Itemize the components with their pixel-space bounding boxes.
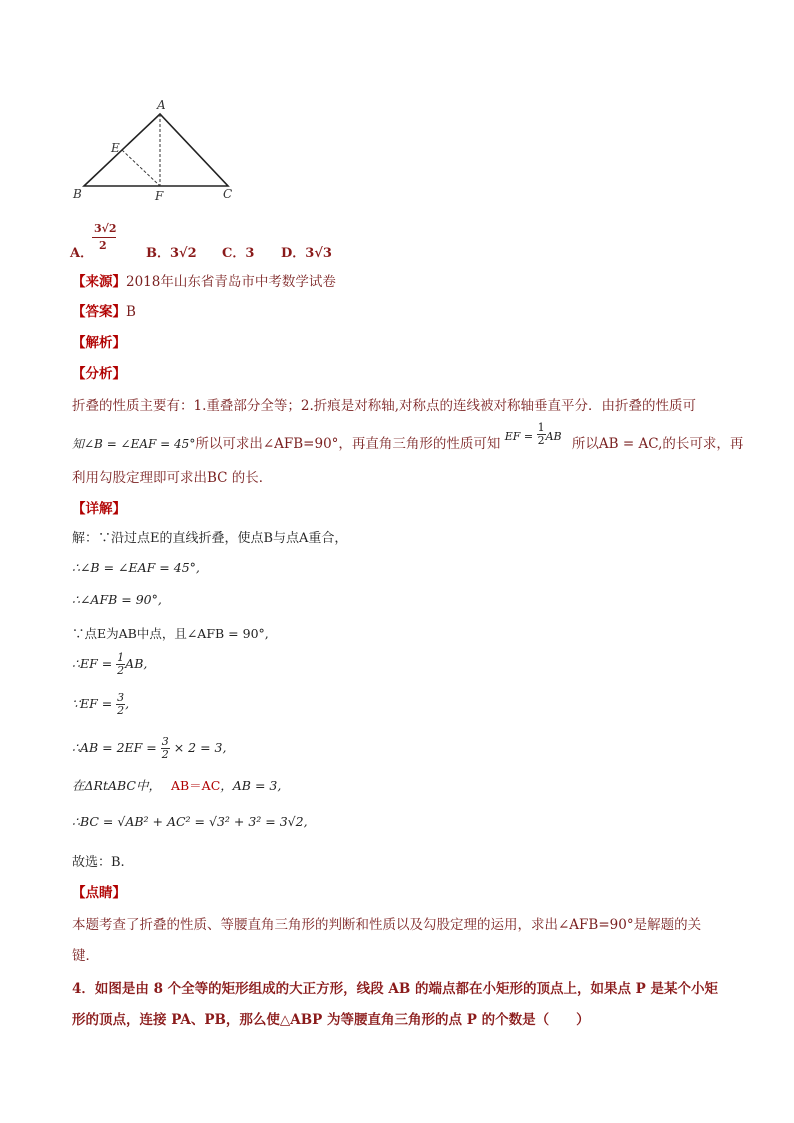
fenxi-heading: 【分析】 (72, 366, 126, 382)
detail-step-9: ∴BC = √AB² + AC² = √3² + 3² = 3√2, (72, 814, 308, 829)
fenxi-ef: EF = (504, 430, 537, 443)
detail-step-3: ∴∠AFB = 90°, (72, 592, 162, 607)
fenxi-line-3: 利用勾股定理即可求出BC 的长． (72, 470, 273, 486)
detail-step-2: ∴∠B = ∠EAF = 45°, (72, 560, 200, 575)
answer-line (72, 300, 136, 320)
answer-choices (70, 222, 470, 262)
fenxi-fraction: $\frac{1}{2}$ (537, 421, 545, 447)
label-a: A (157, 98, 166, 112)
answer-tag: 【答案】 (72, 304, 126, 320)
triangle-figure (70, 96, 250, 208)
choice-a-denominator: 2 (99, 239, 107, 252)
label-f: F (155, 189, 164, 203)
frac-three-half: $\frac{3}{2}$ (117, 691, 125, 717)
choice-d: D．3√3 (281, 246, 332, 261)
detail-step-4: ∵点E为AB中点，且∠AFB = 90°, (72, 626, 269, 641)
question4-line-1: 4．如图是由 8 个全等的矩形组成的大正方形，线段 AB 的端点都在小矩形的顶点上，如果点 P 是某个小矩 (72, 981, 719, 997)
answer-text: B (126, 304, 136, 320)
fenxi-line-1: 折叠的性质主要有：1.重叠部分全等；2.折痕是对称轴,对称点的连线被对称轴垂直平分．由折叠的性质可 (72, 398, 697, 414)
choice-c: C．3 (222, 246, 255, 261)
frac-ab-calc: $\frac{3}{2}$ (161, 735, 169, 761)
detail-step-5: ∴EF = $\frac{1}{2}$ AB, (72, 651, 148, 677)
fenxi-text-2b: 所以可求出∠AFB=90°，再直角三角形的性质可知 (195, 436, 501, 452)
source-line (72, 270, 336, 290)
label-e: E (111, 141, 120, 155)
frac-one-half: $\frac{1}{2}$ (117, 651, 125, 677)
detail-heading: 【详解】 (72, 501, 126, 517)
label-b: B (73, 187, 82, 201)
dianjing-line-2: 键． (72, 948, 99, 964)
fold-line-ef (122, 150, 160, 186)
dianjing-line-1: 本题考查了折叠的性质、等腰直角三角形的判断和性质以及勾股定理的运用，求出∠AFB=90°是解题的关 (72, 917, 702, 933)
label-c: C (223, 187, 233, 201)
fenxi-line-2: 知∠B = ∠EAF = 45°所以可求出∠AFB=90°，再直角三角形的性质可知 $^{EF =}$ $\frac{1}{2}$ $^{AB}$ 所以AB = AC,的长可求，再 (72, 421, 744, 452)
analysis-heading: 【解析】 (72, 335, 126, 351)
choice-a-numerator: 3√2 (94, 222, 117, 235)
detail-step-6: ∵EF = $\frac{3}{2}$ , (72, 691, 130, 717)
fenxi-ab-ac: 所以AB = AC, (571, 436, 663, 452)
detail-step-8: 在ΔRtABC中， AB＝AC，AB = 3, (72, 778, 282, 793)
detail-step-1: 解：∵沿过点E的直线折叠，使点B与点A重合， (72, 531, 348, 546)
triangle-abc (84, 114, 228, 186)
detail-step-10: 故选：B. (72, 855, 125, 870)
source-tag: 【来源】 (72, 274, 126, 290)
choice-b: B．3√2 (146, 246, 197, 261)
choice-a-label: A． (70, 246, 94, 261)
dianjing-heading: 【点睛】 (72, 885, 126, 901)
fenxi-angle-eq: 知∠B = ∠EAF = 45° (72, 437, 196, 451)
detail-step-7: ∴AB = 2EF = $\frac{3}{2}$ × 2 = 3, (72, 735, 227, 761)
choice-a-fraction-bar (92, 237, 116, 238)
rt-condition: AB＝AC (170, 778, 221, 793)
question4-line-2: 形的顶点，连接 PA、PB，那么使△ABP 为等腰直角三角形的点 P 的个数是（ ） (72, 1012, 590, 1028)
source-text: 2018年山东省青岛市中考数学试卷 (126, 274, 336, 290)
